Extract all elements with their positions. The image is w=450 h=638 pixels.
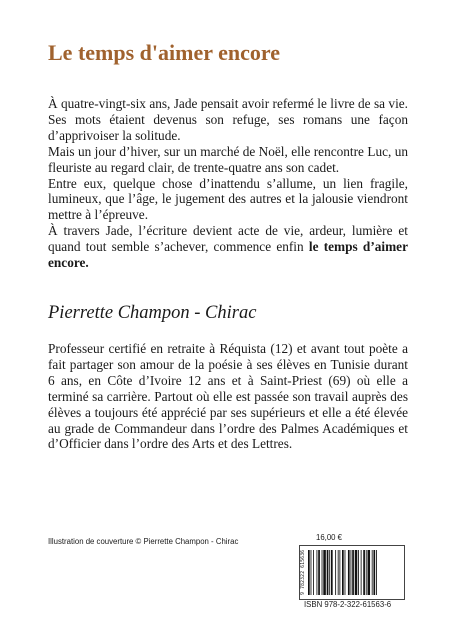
barcode-digits: 9 782322 615636 xyxy=(300,549,306,596)
synopsis-bold-title: le temps d’aimer encore. xyxy=(48,239,408,271)
book-title: Le temps d'aimer encore xyxy=(48,40,280,65)
author-bio: Professeur certifié en retraite à Réquista (12) et avant tout poète a fait partager son amour de la poésie à ses élèves en Tunisie durant 6 ans, en Côte d’Ivoire 12 ans et à Saint-Priest (69) où elle a terminé sa carrière. Partout où elle est passée son travail auprès des élèves a toujours été apprécié par ses supérieurs et elle a été élevée au grade de Commandeur dans l’ordre des Palmes Académiques et d’Officier dans l’ordre des Arts et des Lettres. xyxy=(48,341,408,452)
synopsis-text: À travers Jade, l’écriture devient acte de vie, ardeur, lumière et quand tout semble s’achever, commence enfin xyxy=(48,223,408,255)
synopsis-paragraph: Mais un jour d’hiver, sur un marché de Noël, elle rencontre Luc, un fleuriste au regard clair, de trente-quatre ans son cadet. xyxy=(48,143,408,175)
synopsis xyxy=(48,96,408,271)
isbn-label: ISBN 978-2-322-61563-6 xyxy=(304,600,392,609)
synopsis-paragraph: À quatre-vingt-six ans, Jade pensait avoir refermé le livre de sa vie. Ses mots étaient devenus son refuge, ses romans une façon d’apprivoiser la solitude. xyxy=(48,96,408,143)
price-label: 16,00 € xyxy=(316,533,343,542)
barcode xyxy=(299,545,405,600)
illustration-credit: Illustration de couverture © Pierrette Champon - Chirac xyxy=(48,537,239,546)
barcode-bars-icon xyxy=(308,550,400,595)
synopsis-text: Entre eux, quelque chose d’inattendu s’allume, un lien fragile, lumineux, que l’âge, le jugement des autres et la jalousie viendront mettre à l’épreuve. xyxy=(48,175,408,223)
author-name: Pierrette Champon - Chirac xyxy=(48,303,257,323)
synopsis-paragraph xyxy=(48,176,408,224)
synopsis-paragraph xyxy=(48,223,408,271)
